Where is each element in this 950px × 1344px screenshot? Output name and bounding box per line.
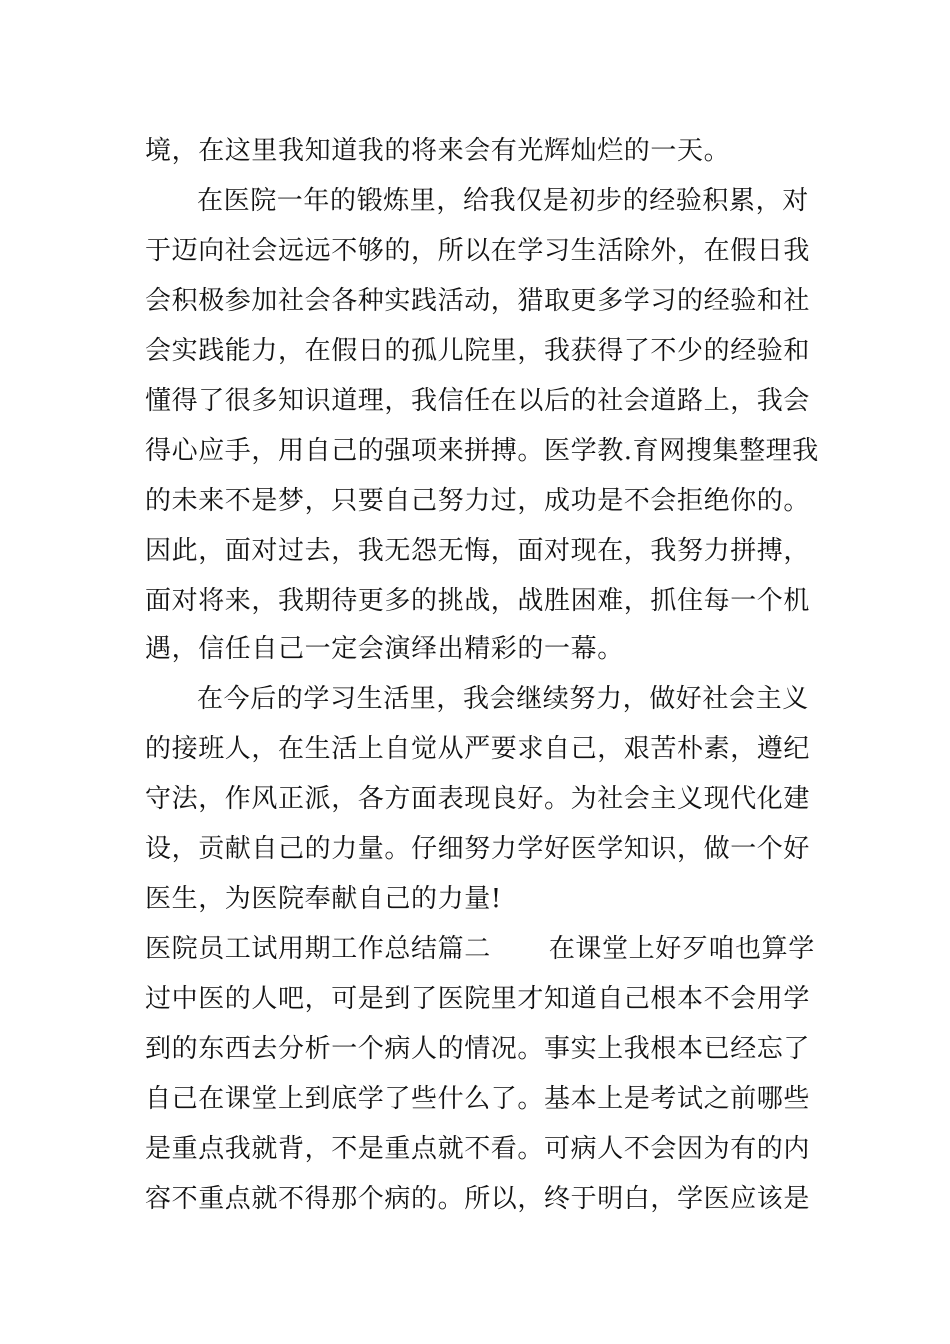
- section-heading-continuation: 在课堂上好歹咱也算学: [548, 934, 815, 964]
- text-line: 懂得了很多知识道理，我信任在以后的社会道路上，我会: [145, 386, 811, 416]
- section-heading-line: [145, 933, 815, 965]
- paragraph-first-line: 在今后的学习生活里，我会继续努力，做好社会主义: [197, 684, 809, 714]
- text-line: 是重点我就背，不是重点就不看。可病人不会因为有的内: [145, 1134, 811, 1164]
- text-line: 得心应手，用自己的强项来拼搏。医学教.育网搜集整理我: [145, 436, 819, 466]
- text-line: 容不重点就不得那个病的。所以，终于明白，学医应该是: [145, 1184, 811, 1214]
- text-line: 自己在课堂上到底学了些什么了。基本上是考试之前哪些: [145, 1084, 811, 1114]
- text-line: 医生，为医院奉献自己的力量!: [145, 884, 502, 914]
- text-line: 因此，面对过去，我无怨无悔，面对现在，我努力拼搏，: [145, 536, 811, 566]
- text-line: 境，在这里我知道我的将来会有光辉灿烂的一天。: [145, 136, 731, 166]
- text-line: 过中医的人吧，可是到了医院里才知道自己根本不会用学: [145, 984, 811, 1014]
- text-line: 会积极参加社会各种实践活动，猎取更多学习的经验和社: [145, 286, 811, 316]
- text-line: 于迈向社会远远不够的，所以在学习生活除外，在假日我: [145, 236, 811, 266]
- text-line: 会实践能力，在假日的孤儿院里，我获得了不少的经验和: [145, 336, 811, 366]
- text-line: 的接班人，在生活上自觉从严要求自己，艰苦朴素，遵纪: [145, 734, 811, 764]
- text-line: 设，贡献自己的力量。仔细努力学好医学知识，做一个好: [145, 834, 811, 864]
- paragraph-first-line: 在医院一年的锻炼里，给我仅是初步的经验积累，对: [197, 186, 809, 216]
- section-heading-title: 医院员工试用期工作总结篇二: [145, 934, 491, 964]
- text-line: 守法，作风正派，各方面表现良好。为社会主义现代化建: [145, 784, 811, 814]
- text-line: 遇，信任自己一定会演绎出精彩的一幕。: [145, 634, 624, 664]
- text-line: 的未来不是梦，只要自己努力过，成功是不会拒绝你的。: [145, 486, 811, 516]
- text-line: 面对将来，我期待更多的挑战，战胜困难，抓住每一个机: [145, 586, 811, 616]
- text-line: 到的东西去分析一个病人的情况。事实上我根本已经忘了: [145, 1034, 811, 1064]
